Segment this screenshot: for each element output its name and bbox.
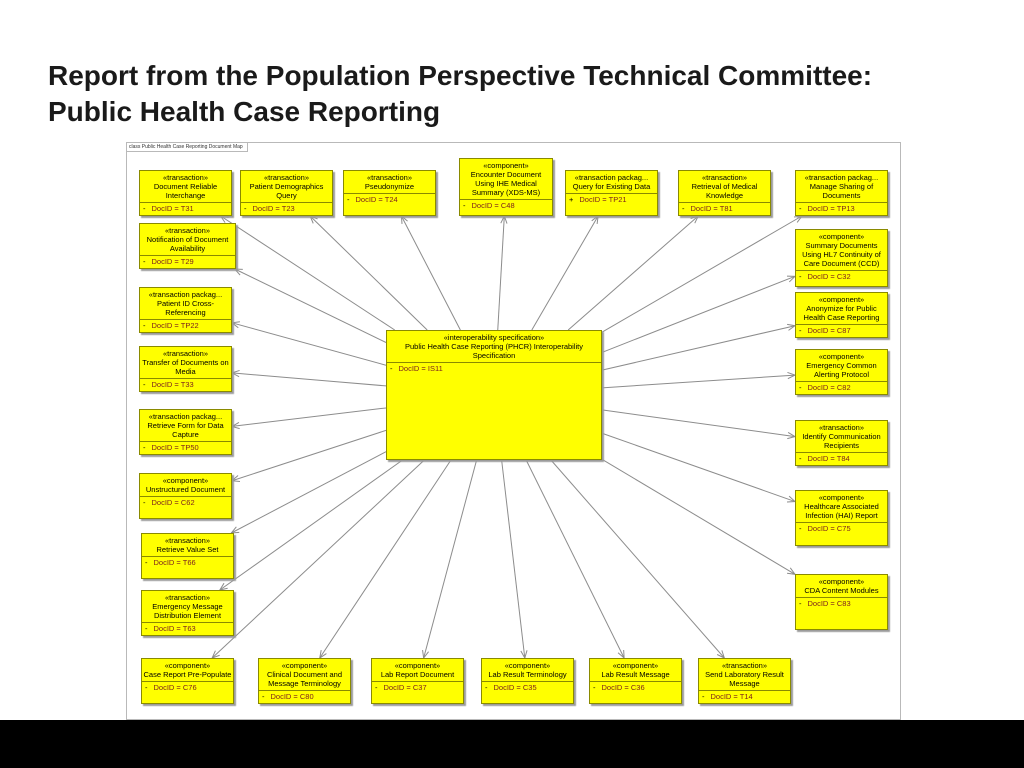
node-visibility: - bbox=[702, 692, 705, 701]
node-stereotype: «component» bbox=[818, 295, 865, 304]
node-c80[interactable] bbox=[258, 658, 351, 704]
node-name: Retrieve Value Set bbox=[156, 545, 219, 554]
node-docid: DocID = T23 bbox=[252, 204, 295, 213]
node-name: Send Laboratory Result Message bbox=[705, 670, 784, 688]
node-header bbox=[140, 474, 231, 497]
node-docid: DocID = TP50 bbox=[151, 443, 199, 452]
node-stereotype: «transaction» bbox=[263, 173, 310, 182]
link-t29 bbox=[235, 269, 386, 342]
node-stereotype: «transaction» bbox=[164, 593, 211, 602]
node-stereotype: «transaction» bbox=[366, 173, 413, 182]
node-name: Patient Demographics Query bbox=[249, 182, 324, 200]
arrowhead-t31 bbox=[221, 216, 229, 223]
node-header bbox=[140, 410, 231, 442]
node-stereotype: «transaction» bbox=[164, 226, 211, 235]
node-attribute bbox=[482, 682, 573, 694]
node-header bbox=[259, 659, 350, 691]
node-tp22[interactable] bbox=[139, 287, 232, 333]
node-t24[interactable] bbox=[343, 170, 436, 216]
node-stereotype: «transaction packag... bbox=[148, 412, 223, 421]
node-name: Case Report Pre-Populate bbox=[143, 670, 232, 679]
node-header bbox=[372, 659, 463, 682]
node-stereotype: «transaction» bbox=[162, 349, 209, 358]
hub-name: Public Health Case Reporting (PHCR) Interoperability Specification bbox=[405, 342, 583, 360]
node-stereotype: «transaction» bbox=[721, 661, 768, 670]
link-c87 bbox=[602, 326, 795, 370]
node-visibility: - bbox=[485, 683, 488, 692]
node-attribute bbox=[460, 200, 552, 212]
node-visibility: - bbox=[145, 683, 148, 692]
node-header bbox=[140, 171, 231, 203]
node-name: Lab Report Document bbox=[380, 670, 455, 679]
node-visibility: - bbox=[799, 383, 802, 392]
bottom-bar bbox=[0, 720, 1024, 768]
node-name: CDA Content Modules bbox=[804, 586, 879, 595]
link-tp50 bbox=[232, 408, 386, 426]
arrowhead-tp13 bbox=[794, 216, 802, 222]
node-t23[interactable] bbox=[240, 170, 333, 216]
link-t66 bbox=[231, 452, 386, 533]
node-name: Summary Documents Using HL7 Continuity of Care Document (CCD) bbox=[802, 241, 881, 268]
node-docid: DocID = T14 bbox=[710, 692, 753, 701]
node-c62[interactable] bbox=[139, 473, 232, 519]
node-visibility: - bbox=[143, 380, 146, 389]
node-stereotype: «component» bbox=[612, 661, 659, 670]
node-name: Pseudonymize bbox=[364, 182, 415, 191]
node-header bbox=[140, 347, 231, 379]
node-t33[interactable] bbox=[139, 346, 232, 392]
node-name: Anonymize for Public Health Case Reporting bbox=[803, 304, 880, 322]
node-name: Emergency Message Distribution Element bbox=[152, 602, 223, 620]
node-docid: DocID = C76 bbox=[153, 683, 197, 692]
node-c36[interactable] bbox=[589, 658, 682, 704]
node-docid: DocID = C35 bbox=[493, 683, 537, 692]
hub-stereotype: «interoperability specification» bbox=[443, 333, 545, 342]
node-c87[interactable] bbox=[795, 292, 888, 338]
node-docid: DocID = C37 bbox=[383, 683, 427, 692]
node-name: Identify Communication Recipients bbox=[802, 432, 881, 450]
node-name: Retrieve Form for Data Capture bbox=[147, 421, 224, 439]
link-t33 bbox=[232, 373, 386, 386]
node-header bbox=[796, 171, 887, 203]
node-header bbox=[796, 230, 887, 271]
hub-docid: DocID = IS11 bbox=[398, 364, 443, 373]
node-header bbox=[796, 575, 887, 598]
link-c82 bbox=[602, 375, 795, 388]
node-docid: DocID = C48 bbox=[471, 201, 515, 210]
node-name: Document Reliable Interchange bbox=[153, 182, 218, 200]
node-attribute bbox=[140, 497, 231, 509]
node-visibility: - bbox=[799, 524, 802, 533]
hub-attribute bbox=[387, 363, 601, 375]
node-visibility: - bbox=[347, 195, 350, 204]
node-visibility: - bbox=[682, 204, 685, 213]
arrowhead-c83 bbox=[787, 568, 795, 574]
node-docid: DocID = T33 bbox=[151, 380, 194, 389]
node-docid: DocID = T66 bbox=[153, 558, 196, 567]
node-tp50[interactable] bbox=[139, 409, 232, 455]
node-t66[interactable] bbox=[141, 533, 234, 579]
arrowhead-c80 bbox=[320, 650, 327, 658]
node-name: Lab Result Terminology bbox=[488, 670, 567, 679]
hub-visibility: - bbox=[390, 364, 393, 373]
node-docid: DocID = T31 bbox=[151, 204, 194, 213]
node-visibility: + bbox=[569, 195, 574, 204]
node-name: Unstructured Document bbox=[145, 485, 226, 494]
node-docid: DocID = TP21 bbox=[579, 195, 627, 204]
node-attribute bbox=[140, 320, 231, 332]
node-header bbox=[796, 350, 887, 382]
node-docid: DocID = TP22 bbox=[151, 321, 199, 330]
slide-title: Report from the Population Perspective Technical Committee: Public Health Case Reporting bbox=[48, 60, 873, 127]
node-t31[interactable] bbox=[139, 170, 232, 216]
node-header bbox=[344, 171, 435, 194]
node-docid: DocID = T29 bbox=[151, 257, 194, 266]
node-c37[interactable] bbox=[371, 658, 464, 704]
node-visibility: - bbox=[244, 204, 247, 213]
node-header bbox=[241, 171, 332, 203]
node-header bbox=[590, 659, 681, 682]
node-header bbox=[142, 534, 233, 557]
node-visibility: - bbox=[145, 624, 148, 633]
node-docid: DocID = C32 bbox=[807, 272, 851, 281]
node-name: Lab Result Message bbox=[601, 670, 670, 679]
node-stereotype: «component» bbox=[818, 577, 865, 586]
link-c48 bbox=[498, 216, 505, 330]
node-name: Healthcare Associated Infection (HAI) Report bbox=[804, 502, 879, 520]
node-attribute bbox=[140, 256, 235, 268]
node-attribute bbox=[259, 691, 350, 703]
node-t29[interactable] bbox=[139, 223, 236, 269]
node-t81[interactable] bbox=[678, 170, 771, 216]
node-c76[interactable] bbox=[141, 658, 234, 704]
node-attribute bbox=[241, 203, 332, 215]
node-attribute bbox=[140, 379, 231, 391]
node-name: Transfer of Documents on Media bbox=[142, 358, 229, 376]
node-t84[interactable] bbox=[795, 420, 888, 466]
arrowhead-t63 bbox=[220, 583, 228, 590]
node-header bbox=[482, 659, 573, 682]
node-t63[interactable] bbox=[141, 590, 234, 636]
node-attribute bbox=[796, 271, 887, 283]
node-docid: DocID = C87 bbox=[807, 326, 851, 335]
node-stereotype: «component» bbox=[818, 352, 865, 361]
node-c35[interactable] bbox=[481, 658, 574, 704]
node-stereotype: «transaction packag... bbox=[574, 173, 649, 182]
node-attribute bbox=[344, 194, 435, 206]
node-stereotype: «component» bbox=[818, 493, 865, 502]
node-stereotype: «component» bbox=[281, 661, 328, 670]
node-header bbox=[699, 659, 790, 691]
node-attribute bbox=[796, 382, 887, 394]
node-name: Manage Sharing of Documents bbox=[809, 182, 874, 200]
node-header bbox=[796, 491, 887, 523]
node-stereotype: «component» bbox=[504, 661, 551, 670]
node-visibility: - bbox=[143, 204, 146, 213]
node-name: Emergency Common Alerting Protocol bbox=[806, 361, 877, 379]
node-stereotype: «component» bbox=[818, 232, 865, 241]
node-attribute bbox=[372, 682, 463, 694]
node-docid: DocID = T84 bbox=[807, 454, 850, 463]
diagram-frame-label: class Public Health Case Reporting Document Map bbox=[127, 143, 248, 152]
node-stereotype: «component» bbox=[164, 661, 211, 670]
node-docid: DocID = C80 bbox=[270, 692, 314, 701]
node-visibility: - bbox=[799, 454, 802, 463]
node-attribute bbox=[679, 203, 770, 215]
link-c35 bbox=[502, 460, 525, 658]
node-name: Query for Existing Data bbox=[572, 182, 651, 191]
node-attribute bbox=[590, 682, 681, 694]
node-stereotype: «transaction» bbox=[701, 173, 748, 182]
node-visibility: - bbox=[143, 321, 146, 330]
node-header bbox=[140, 288, 231, 320]
link-c75 bbox=[602, 433, 795, 501]
node-visibility: - bbox=[143, 498, 146, 507]
link-c32 bbox=[602, 276, 795, 352]
node-stereotype: «transaction packag... bbox=[148, 290, 223, 299]
node-docid: DocID = C75 bbox=[807, 524, 851, 533]
node-docid: DocID = C83 bbox=[807, 599, 851, 608]
node-header bbox=[460, 159, 552, 200]
node-name: Patient ID Cross-Referencing bbox=[156, 299, 215, 317]
node-name: Notification of Document Availability bbox=[146, 235, 229, 253]
node-attribute bbox=[566, 194, 657, 206]
node-name: Retrieval of Medical Knowledge bbox=[691, 182, 758, 200]
node-docid: DocID = C82 bbox=[807, 383, 851, 392]
node-header bbox=[796, 421, 887, 453]
node-visibility: - bbox=[799, 272, 802, 281]
node-c75[interactable] bbox=[795, 490, 888, 546]
node-attribute bbox=[140, 203, 231, 215]
node-stereotype: «component» bbox=[162, 476, 209, 485]
node-docid: DocID = T24 bbox=[355, 195, 398, 204]
node-stereotype: «transaction» bbox=[818, 423, 865, 432]
node-stereotype: «component» bbox=[394, 661, 441, 670]
link-t84 bbox=[602, 410, 795, 437]
node-attribute bbox=[796, 325, 887, 337]
link-c36 bbox=[526, 460, 624, 658]
link-c76 bbox=[212, 460, 424, 658]
node-attribute bbox=[142, 682, 233, 694]
node-stereotype: «transaction» bbox=[162, 173, 209, 182]
node-stereotype: «component» bbox=[483, 161, 529, 170]
node-name: Clinical Document and Message Terminology bbox=[266, 670, 343, 688]
node-visibility: - bbox=[799, 599, 802, 608]
node-attribute bbox=[140, 442, 231, 454]
node-visibility: - bbox=[143, 257, 146, 266]
node-visibility: - bbox=[593, 683, 596, 692]
node-c83[interactable] bbox=[795, 574, 888, 630]
node-c82[interactable] bbox=[795, 349, 888, 395]
node-visibility: - bbox=[143, 443, 146, 452]
node-attribute bbox=[796, 203, 887, 215]
node-docid: DocID = C62 bbox=[151, 498, 195, 507]
node-attribute bbox=[699, 691, 790, 703]
arrowhead-tp21 bbox=[592, 216, 598, 224]
node-visibility: - bbox=[262, 692, 265, 701]
node-header bbox=[796, 293, 887, 325]
link-t14 bbox=[551, 460, 724, 658]
link-tp22 bbox=[232, 323, 386, 365]
node-stereotype: «transaction» bbox=[164, 536, 211, 545]
node-docid: DocID = T81 bbox=[690, 204, 733, 213]
link-c62 bbox=[232, 430, 386, 480]
node-header bbox=[566, 171, 657, 194]
node-docid: DocID = TP13 bbox=[807, 204, 855, 213]
node-header bbox=[142, 591, 233, 623]
node-header bbox=[142, 659, 233, 682]
node-c48[interactable] bbox=[459, 158, 553, 216]
node-attribute bbox=[796, 598, 887, 610]
node-header bbox=[140, 224, 235, 256]
link-c83 bbox=[602, 459, 795, 574]
node-attribute bbox=[142, 623, 233, 635]
node-visibility: - bbox=[375, 683, 378, 692]
node-stereotype: «transaction packag... bbox=[804, 173, 879, 182]
node-c32[interactable] bbox=[795, 229, 888, 287]
node-name: Encounter Document Using IHE Medical Summary (XDS-MS) bbox=[470, 170, 542, 197]
node-attribute bbox=[796, 453, 887, 465]
node-attribute bbox=[142, 557, 233, 569]
node-visibility: - bbox=[145, 558, 148, 567]
node-tp13[interactable] bbox=[795, 170, 888, 216]
node-attribute bbox=[796, 523, 887, 535]
node-visibility: - bbox=[799, 204, 802, 213]
node-header bbox=[679, 171, 770, 203]
node-tp21[interactable] bbox=[565, 170, 658, 216]
node-visibility: - bbox=[799, 326, 802, 335]
hub-interoperability-specification[interactable] bbox=[386, 330, 602, 460]
node-docid: DocID = T63 bbox=[153, 624, 196, 633]
node-t14[interactable] bbox=[698, 658, 791, 704]
node-visibility: - bbox=[463, 201, 466, 210]
node-docid: DocID = C36 bbox=[601, 683, 645, 692]
hub-header bbox=[387, 331, 601, 363]
